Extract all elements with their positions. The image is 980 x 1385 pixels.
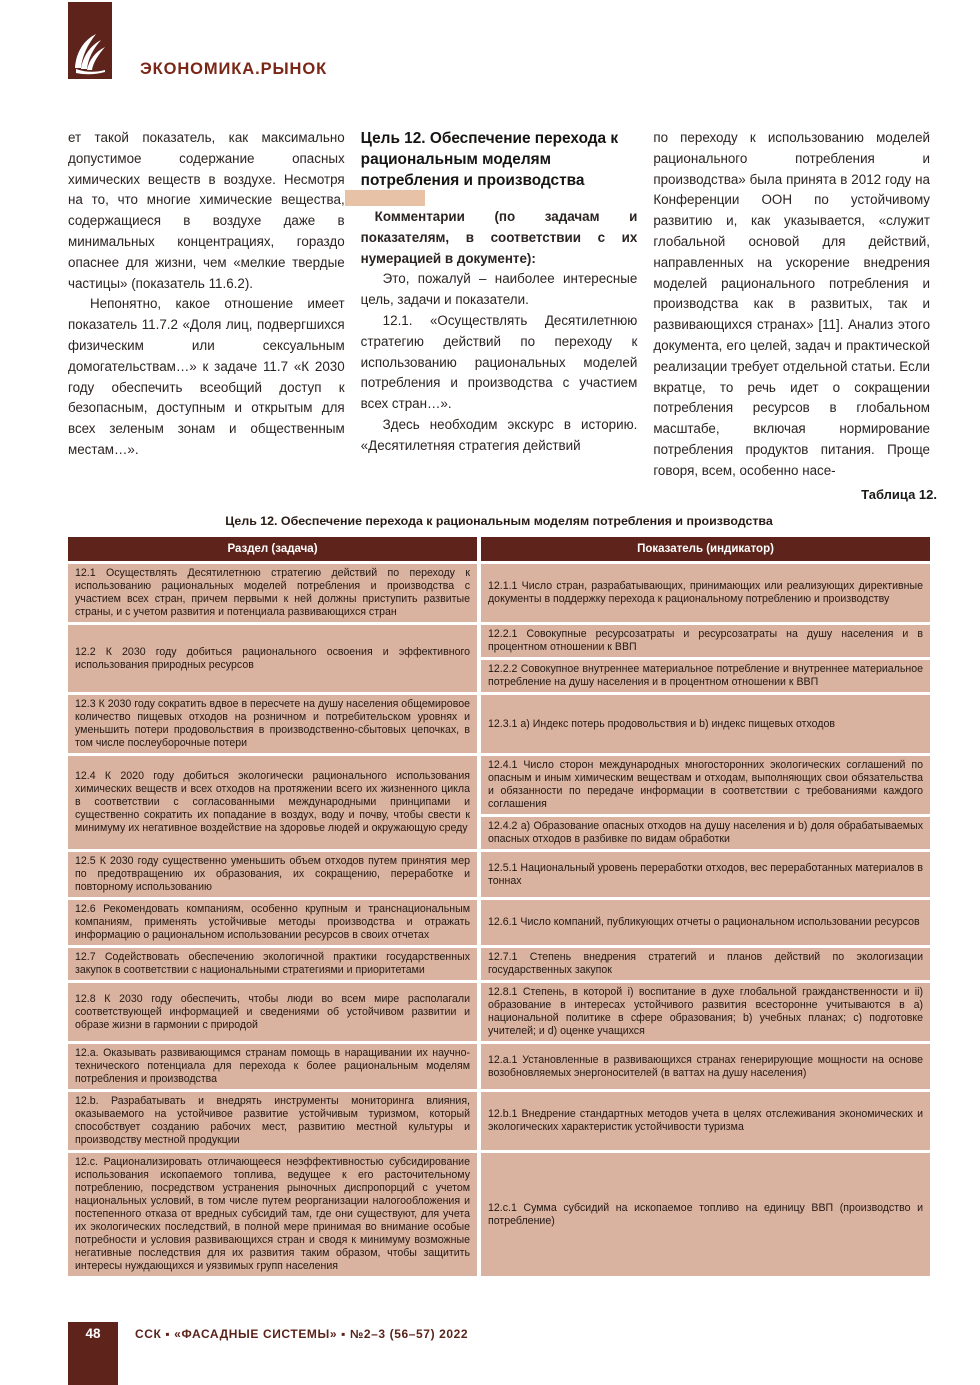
indicator-cells [481,625,930,692]
task-text: 12.6 Рекомендовать компаниям, особенно крупным и транснациональным компаниям, применять устойчивые методы производства и отражать информацию о рациональном использовании ресурсов в своих отчетах [75,903,470,941]
heading-highlight-bar [345,190,425,206]
task-text: 12.7 Содействовать обеспечению экологичной практики государственных закупок в соответствии с национальными стратегиями и приоритетами [75,951,470,976]
table-row [68,983,930,1041]
task-cell [68,1153,477,1276]
indicator-text: 12.a.1 Установленные в развивающихся странах генерирующие мощности на основе возобновляемых энергоносителей (в ваттах на душу населения) [488,1053,923,1079]
page-number-block [68,1322,118,1385]
table-row [68,948,930,980]
task-text: 12.4 К 2020 году добиться экологически рационального использования химических веществ и всех отходов на протяжении всего их жизненного цикла в соответствии с согласованными международными принципами и существенно сократить их попадание в воздух, воду и почву, чтобы свести к минимуму их негативное воздействие на здоровье людей и окружающую среду [75,770,470,834]
indicator-text: 12.4.2 a) Образование опасных отходов на душу населения и b) доля обрабатываемых опасных отходов в разбивке по видам обработки [488,820,923,845]
task-cell [68,983,477,1041]
lead-paragraph: Комментарии (по задачам и показателям, в соответствии с их нумерацией в документе): [360,209,638,266]
table-header-task: Раздел (задача) [68,537,477,561]
article-column-2 [361,128,638,482]
indicator-cell [481,695,930,753]
paragraph: Это, пожалуй – наиболее интересные цель, задачи и показатели. [360,271,638,308]
indicator-cells [481,900,930,945]
indicator-cells [481,1092,930,1150]
indicator-cell [481,564,930,622]
indicator-cell [481,983,930,1041]
task-cell [68,564,477,622]
paragraph: по переходу к использованию моделей рационального потребления и производства» была принята в 2012 году на Конференции ООН по устойчивому развитию и, как указывается, «служит глобальной основой для действий, направленных на ускорение внедрения моделей рационального потребления и производства как в развитых, так и развивающихся странах» [11]. Анализ этого документа, его целей, задач и практической реализации требует отдельной статьи. Если вкратце, то речь идет о сокращении потребления ресурсов в глобальном масштабе, включая нормирование потребления продуктов питания. Проще говоря, всем, особенно насе- [653,130,931,478]
task-text: 12.5 К 2030 году существенно уменьшить объем отходов путем принятия мер по предотвращению их образования, их сокращению, переработке и повторному использованию [75,855,470,893]
paragraph: Здесь необходим экскурс в историю. «Десятилетняя стратегия действий [360,416,638,453]
task-text: 12.3 К 2030 году сократить вдвое в пересчете на душу населения общемировое количество пищевых отходов на розничном и потребительском уровнях и уменьшить потери продовольствия в производственно-сбытовых цепочках, в том числе послеуборочные потери [75,698,470,749]
indicator-cell [481,1092,930,1150]
indicator-cells [481,1044,930,1089]
footer-imprint: ССК ▪ «ФАСАДНЫЕ СИСТЕМЫ» ▪ №2–3 (56–57) 2022 [135,1327,469,1341]
indicator-text: 12.2.1 Совокупные ресурсозатраты и ресурсозатраты на душу населения и в процентном отношении к ВВП [488,628,923,653]
task-text: 12.8 К 2030 году обеспечить, чтобы люди во всем мире располагали соответствующей информацией и сведениями об устойчивом развитии и образе жизни в гармонии с природой [75,992,470,1031]
indicator-text: 12.5.1 Национальный уровень переработки отходов, вес переработанных материалов в тоннах [488,861,923,887]
indicator-text: 12.c.1 Сумма субсидий на ископаемое топливо на единицу ВВП (производство и потребление) [488,1201,923,1227]
indicator-cell [481,660,930,692]
task-text: 12.c. Рационализировать отличающееся неэффективностью субсидирование использования ископаемого топлива, ведущее к его расточительному потреблению, посредством устранения рыночных диспропорций с учетом национальных условий, в том числе путем реорганизации налогообложения и постепенного отказа от вредных субсидий там, где они существуют, для учета их экологических последствий, в полной мере принимая во внимание особые потребности и условия развивающихся стран и сводя к минимуму возможные негативные последствия для их развития таким образом, чтобы защитить интересы нуждающихся и уязвимых групп населения [75,1156,470,1272]
table-row [68,1092,930,1150]
table-label: Таблица 12. [861,487,937,502]
paragraph: 12.1. «Осуществлять Десятилетнюю стратегию действий по переходу к использованию рациональных моделей потребления и производства с участием всех стран…». [360,312,638,412]
task-text: 12.a. Оказывать развивающимся странам помощь в наращивании их научно-технического потенциала для перехода к более рациональным моделям потребления и производства [75,1047,470,1085]
table-title: Цель 12. Обеспечение перехода к рациональным моделям потребления и производства [225,514,773,528]
indicator-text: 12.2.2 Совокупное внутреннее материальное потребление и внутреннее материальное потребление на душу населения и в процентном отношении к ВВП [488,663,923,688]
paragraph: Непонятно, какое отношение имеет показатель 11.7.2 «Доля лиц, подвергшихся физическим или сексуальным домогательствам…» к задаче 11.7 «К 2030 году обеспечить всеобщий доступ к безопасным, доступным и открытым для всех зеленым зонам и общественным местам…». [68,296,345,457]
indicator-text: 12.8.1 Степень, в которой i) воспитание в духе глобальной гражданственности и ii) образование в интересах устойчивого развития всесторонне учитываются в a) национальной политике в сфере образования; b) учебных планах; c) подготовке учителей; и d) оценке учащихся [488,986,923,1037]
indicator-cells [481,695,930,753]
indicator-cell [481,817,930,849]
indicator-cell [481,852,930,897]
indicator-cell [481,1153,930,1276]
article-heading: Цель 12. Обеспечение перехода к рациональным моделям потребления и производства [360,130,619,189]
article-columns [68,128,930,482]
task-cell [68,625,477,692]
indicator-cell [481,625,930,657]
goal-table [68,537,930,1276]
section-title: ЭКОНОМИКА.РЫНОК [140,60,328,78]
indicator-cells [481,756,930,849]
task-cell [68,948,477,980]
publisher-logo [68,2,112,79]
table-row [68,756,930,849]
indicator-cells [481,564,930,622]
task-text: 12.2 К 2030 году добиться рационального освоения и эффективного использования природных ресурсов [75,645,470,671]
publisher-logo-icon [72,28,108,76]
indicator-cells [481,1153,930,1276]
indicator-cell [481,948,930,980]
table-row [68,1153,930,1276]
indicator-cells [481,948,930,980]
task-text: 12.1 Осуществлять Десятилетнюю стратегию действий по переходу к использованию рациональных моделей потребления и производства с участием всех стран, причем первыми к ней должны приступить развитые страны, и с учетом развития и потенциала развивающихся стран [75,567,470,618]
indicator-text: 12.6.1 Число компаний, публикующих отчеты о рациональном использовании ресурсов [488,916,920,928]
page-number: 48 [85,1326,101,1341]
task-cell [68,900,477,945]
indicator-cell [481,900,930,945]
indicator-cell [481,1044,930,1089]
table-row [68,852,930,897]
indicator-cell [481,756,930,814]
indicator-cells [481,983,930,1041]
indicator-text: 12.1.1 Число стран, разрабатывающих, принимающих или реализующих директивные документы в поддержку перехода к рациональному потреблению и производству [488,580,923,605]
table-header-indicator: Показатель (индикатор) [481,537,930,561]
task-cell [68,1092,477,1150]
article-column-3 [653,128,930,482]
task-cell [68,695,477,753]
indicator-text: 12.3.1 a) Индекс потерь продовольствия и b) индекс пищевых отходов [488,717,836,730]
table-row [68,625,930,692]
table-row [68,900,930,945]
article-column-1 [68,128,345,482]
table-row [68,564,930,622]
indicator-text: 12.b.1 Внедрение стандартных методов учета в целях отслеживания экономических и экологических характеристик устойчивости туризма [488,1108,923,1133]
table-header-row [68,537,930,561]
indicator-text: 12.7.1 Степень внедрения стратегий и планов действий по экологизации государственных закупок [488,951,923,976]
task-text: 12.b. Разрабатывать и внедрять инструменты мониторинга влияния, оказываемого на устойчивое развитие устойчивым туризмом, который способствует созданию рабочих мест, развитию местной культуры и производству местной продукции [75,1095,470,1146]
paragraph: ет такой показатель, как максимально допустимое содержание опасных химических веществ в воздухе. Несмотря на то, что многие химические вещества, содержащиеся в воздухе даже в минимальных концентрациях, гораздо опаснее для жизни, чем «мелкие твердые частицы» (показатель 11.6.2). [68,130,345,291]
task-cell [68,852,477,897]
table-row [68,1044,930,1089]
table-row [68,695,930,753]
indicator-cells [481,852,930,897]
task-cell [68,756,477,849]
task-cell [68,1044,477,1089]
goal-table-body [68,564,930,1276]
indicator-text: 12.4.1 Число сторон международных многосторонних экологических соглашений по опасным и иным химическим веществам и отходам, выполняющих свои обязательства и обязанности по передаче информации в соответствии с требованиями каждого соглашения [488,759,923,810]
